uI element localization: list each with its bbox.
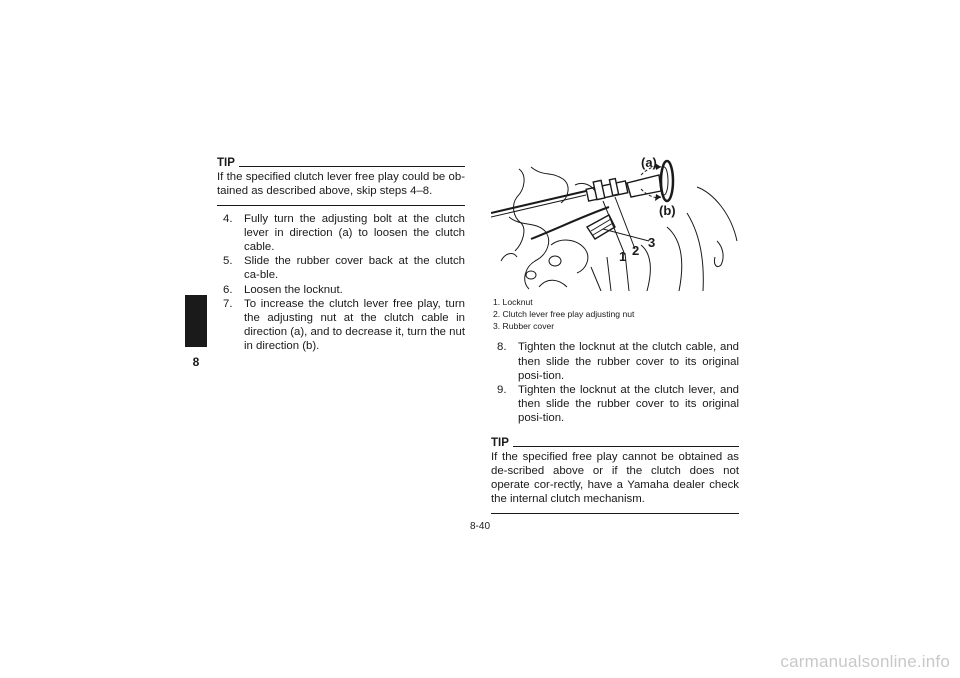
list-item: 9. Tighten the locknut at the clutch lever, and then slide the rubber cover to its original posi-tion. <box>497 384 739 425</box>
legend-item: 1. Locknut <box>493 297 533 307</box>
callout-a: (a) <box>641 157 657 170</box>
list-item: 8. Tighten the locknut at the clutch cable, and then slide the rubber cover to its original posi-tion. <box>497 341 739 382</box>
left-column <box>217 156 465 354</box>
figure-legend <box>491 297 739 332</box>
step-list <box>217 212 465 354</box>
tip-heading: TIP <box>491 436 739 450</box>
right-column <box>491 157 739 520</box>
watermark: carmanualsonline.info <box>780 652 950 671</box>
list-item: 4. Fully turn the adjusting bolt at the clutch lever in direction (a) to loosen the clutch cable. <box>223 212 465 254</box>
tip-heading: TIP <box>217 156 465 170</box>
tip-text: If the specified clutch lever free play could be ob-tained as described above, skip steps 4–8. <box>217 171 465 198</box>
illustration-drawing <box>491 157 739 292</box>
list-item: 6. Loosen the locknut. <box>223 283 343 296</box>
clutch-cable-illustration <box>491 157 739 292</box>
chapter-number: 8 <box>192 355 200 369</box>
step-list <box>491 340 739 425</box>
callout-3: 3 <box>648 235 656 250</box>
legend-item: 3. Rubber cover <box>493 320 555 331</box>
page-number: 8-40 <box>469 521 490 532</box>
legend-item: 2. Clutch lever free play adjusting nut <box>493 308 635 319</box>
callout-b: (b) <box>659 203 676 218</box>
callout-1: 1 <box>619 249 627 264</box>
tip-text: If the specified free play cannot be obtained as de-scribed above or if the clutch does not operate cor-rectly, have a Yamaha dealer check the internal clutch mechanism. <box>491 450 739 506</box>
tip-divider <box>491 513 739 514</box>
list-item: 7. To increase the clutch lever free play, turn the adjusting nut at the clutch cable in direction (a), and to decrease it, turn the nut in direction (b). <box>223 297 465 353</box>
list-item: 5. Slide the rubber cover back at the clutch ca-ble. <box>223 255 465 282</box>
callout-2: 2 <box>632 243 640 258</box>
chapter-tab <box>185 295 207 369</box>
tip-divider <box>217 205 465 206</box>
